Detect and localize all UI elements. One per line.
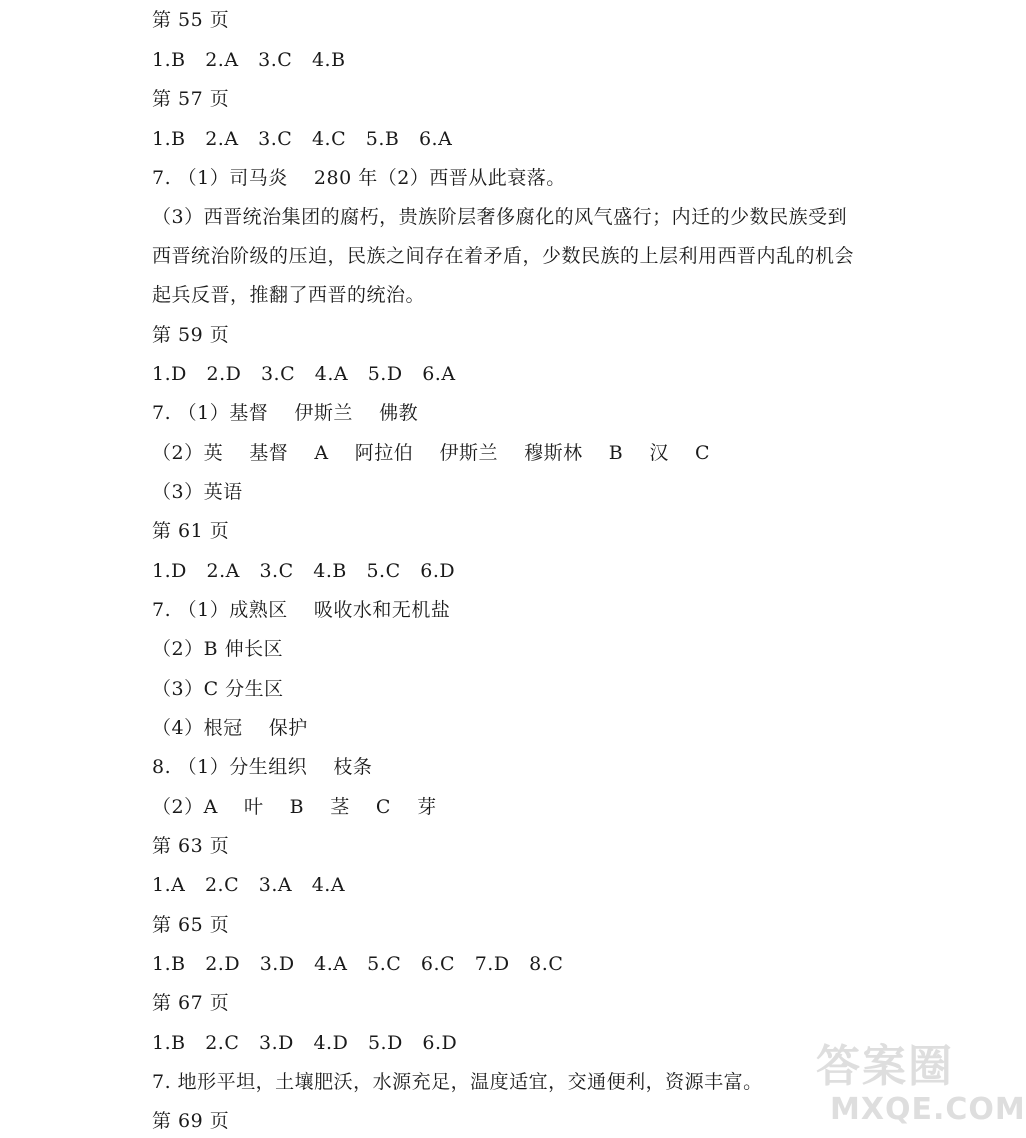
answer-line: 1.D 2.D 3.C 4.A 5.D 6.A	[152, 363, 456, 385]
page-heading-61: 第 61 页	[152, 520, 230, 542]
page-heading-69: 第 69 页	[152, 1110, 230, 1132]
answer-line: （2）A 叶 B 茎 C 芽	[152, 796, 437, 818]
answer-line: 7. （1）基督 伊斯兰 佛教	[152, 402, 419, 424]
page-heading-59: 第 59 页	[152, 324, 230, 346]
watermark-bottom-text: MXQE.COM	[830, 1092, 1026, 1127]
page-heading-65: 第 65 页	[152, 914, 230, 936]
page-heading-63: 第 63 页	[152, 835, 230, 857]
answer-line: （4）根冠 保护	[152, 717, 308, 739]
answer-line: 8. （1）分生组织 枝条	[152, 756, 373, 778]
page-heading-67: 第 67 页	[152, 992, 230, 1014]
watermark-logo	[796, 1030, 1026, 1130]
watermark-top-text: 答案圈	[816, 1041, 954, 1092]
answer-line: 7. （1）司马炎 280 年（2）西晋从此衰落。	[152, 167, 566, 189]
answer-line: 1.B 2.A 3.C 4.B	[152, 49, 346, 71]
answer-line: （3）英语	[152, 481, 243, 503]
answer-line: 1.B 2.C 3.D 4.D 5.D 6.D	[152, 1032, 458, 1054]
answer-paragraph: （3）西晋统治集团的腐朽，贵族阶层奢侈腐化的风气盛行；内迁的少数民族受到西晋统治阶级的压迫，民族之间存在着矛盾，少数民族的上层利用西晋内乱的机会起兵反晋，推翻了西晋的统治。	[152, 206, 855, 306]
answer-line: 7. 地形平坦，土壤肥沃，水源充足，温度适宜，交通便利，资源丰富。	[152, 1071, 763, 1093]
answer-line: （2）英 基督 A 阿拉伯 伊斯兰 穆斯林 B 汉 C	[152, 442, 711, 464]
answer-line: 1.D 2.A 3.C 4.B 5.C 6.D	[152, 560, 456, 582]
page-heading-55: 第 55 页	[152, 9, 230, 31]
answer-line: 1.B 2.A 3.C 4.C 5.B 6.A	[152, 128, 453, 150]
answer-line: 7. （1）成熟区 吸收水和无机盐	[152, 599, 451, 621]
answer-line: （3）C 分生区	[152, 678, 284, 700]
answer-line: （2）B 伸长区	[152, 638, 284, 660]
page-heading-57: 第 57 页	[152, 88, 230, 110]
answer-line: 1.A 2.C 3.A 4.A	[152, 874, 346, 896]
answer-line: 1.B 2.D 3.D 4.A 5.C 6.C 7.D 8.C	[152, 953, 564, 975]
